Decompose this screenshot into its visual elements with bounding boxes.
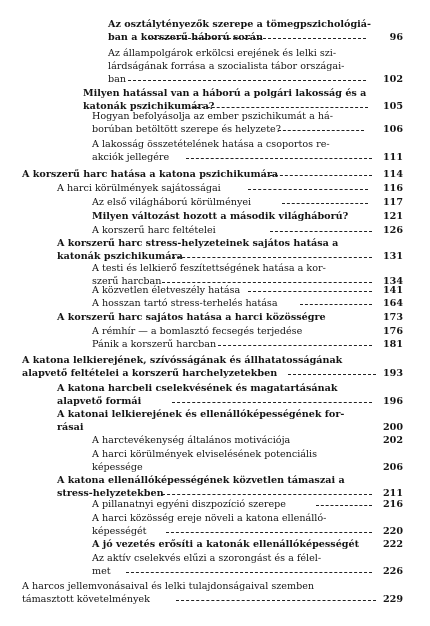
toc-entry-title-line: lárdságának forrása a szocialista tábor országai- [108,61,345,72]
page-number: 121 [382,211,403,222]
toc-entry-title-line: Az állampolgárok erkölcsi erejének és lelki szi- [108,48,337,59]
leader-dashes [172,402,372,403]
leader-dashes [128,80,366,81]
toc-entry [0,450,430,476]
page-number: 102 [382,74,403,85]
page-number: 226 [382,566,403,577]
toc-entry-title-line: Hogyan befolyásolja az ember pszichikumát a há- [92,111,334,122]
toc-entry [0,184,430,197]
page-number: 111 [382,152,403,163]
toc-entry [0,313,430,326]
toc-entry [0,212,430,225]
toc-entry-title-line: A korszerű harc feltételei [92,225,216,236]
toc-entry [0,140,430,166]
toc-entry-title-line: A katona harcbeli cselekvésének és magatartásának [57,383,338,394]
toc-entry-title-line: Pánik a korszerű harcban [92,339,217,350]
toc-entry-title-line: A harci körülmények elviselésének potenciális [92,449,318,460]
toc-entry [0,384,430,410]
page-number: 117 [382,197,403,208]
toc-entry-title-line: A közvetlen életveszély hatása [92,285,241,296]
toc-entry [0,112,430,138]
toc-entry-title-line: A harci körülmények sajátosságai [57,183,221,194]
toc-entry [0,340,430,353]
toc-entry-title-line: képessége [92,462,143,473]
toc-entry-title-line: A harcos jellemvonásaival és lelki tulajdonságaival szemben [22,581,315,592]
toc-entry-title-line: támasztott követelmények [22,594,150,605]
leader-dashes [270,231,372,232]
leader-dashes [316,505,372,506]
page-number: 96 [389,32,403,43]
toc-entry-title-line: Az első világháború körülményei [92,197,252,208]
leader-dashes [176,600,376,601]
page-number: 164 [382,298,403,309]
leader-dashes [218,345,372,346]
page-number: 211 [382,488,403,499]
toc-entry [0,356,430,382]
page-number: 181 [382,339,403,350]
leader-dashes [248,291,372,292]
page-number: 131 [382,251,403,262]
toc-entry-title-line: stress-helyzetekben [57,488,164,499]
toc-entry-title-line: A korszerű harc sajátos hatása a harci közösségre [57,312,326,323]
page-number: 141 [382,285,403,296]
toc-entry-title-line: Milyen változást hozott a második világháború? [92,211,349,222]
page-number: 106 [382,124,403,135]
toc-entry-title-line: képességét [92,526,147,537]
leader-dashes [282,203,368,204]
toc-entry-title-line: A katona lelkierejének, szívósságának és állhatatosságának [22,355,343,366]
toc-entry [0,554,430,580]
page-number: 202 [382,435,403,446]
toc-entry-title-line: A pillanatnyi egyéni diszpozíció szerepe [92,499,286,510]
page-number: 229 [382,594,403,605]
leader-dashes [186,158,372,159]
leader-dashes [270,175,372,176]
toc-entry-title-line: A harctevékenység általános motivációja [92,435,291,446]
toc-entry-title-line: alapvető formái [57,396,142,407]
toc-entry-title-line: A jó vezetés erősíti a katonák ellenállóképességét [92,539,360,550]
leader-dashes [166,532,372,533]
toc-entry [0,514,430,540]
toc-entry-title-line: Az aktív cselekvés elűzi a szorongást és a félel- [92,553,322,564]
page-number: 134 [382,276,403,287]
toc-entry [0,198,430,211]
page-number: 173 [382,312,403,323]
toc-entry-title-line: A rémhír — a bomlasztó fecsegés terjedése [92,326,303,337]
toc-entry-title-line: katonák pszichikumára [57,251,183,262]
toc-entry-title-line: A harci közösség ereje növeli a katona ellenálló- [92,513,327,524]
toc-entry-title-line: A testi és lelkierő feszítettségének hatása a kor- [92,263,326,274]
leader-dashes [288,374,376,375]
toc-entry-title-line: szerű harcban [92,276,162,287]
page-number: 200 [382,422,403,433]
toc-entry-title-line: Az osztálytényezők szerepe a tömegpszichológiá- [108,19,371,30]
toc-entry-title-line: katonák pszichikumára? [83,101,215,112]
page-number: 193 [382,368,403,379]
leader-dashes [278,130,364,131]
toc-entry-title-line: met [92,566,111,577]
toc-entry [0,49,430,88]
page-number: 206 [382,462,403,473]
toc-entry [0,239,430,265]
leader-dashes [192,107,368,108]
leader-dashes [162,282,372,283]
toc-entry-title-line: A lakosság összetételének hatása a csoportos re- [92,139,330,150]
page-number: 176 [382,326,403,337]
page-number: 126 [382,225,403,236]
toc-entry [0,410,430,436]
toc-entry-title-line: alapvető feltételei a korszerű harchelyzetekben [22,368,278,379]
page-number: 220 [382,526,403,537]
toc-entry [0,20,430,46]
toc-entry-title-line: Milyen hatással van a háború a polgári lakosság és a [83,88,367,99]
page-number: 116 [382,183,403,194]
leader-dashes [172,257,372,258]
toc-entry [0,436,430,449]
leader-dashes [248,189,368,190]
page-number: 114 [382,169,403,180]
toc-entry-title-line: ban a korszerű háború során [108,32,263,43]
toc-entry-title-line: A katonai lelkierejének és ellenállóképességének for- [57,409,345,420]
page-number: 196 [382,396,403,407]
toc-entry [0,540,430,553]
leader-dashes [148,38,366,39]
toc-entry [0,582,430,608]
toc-entry [0,299,430,312]
toc-entry [0,500,430,513]
page-number: 105 [382,101,403,112]
page-number: 222 [382,539,403,550]
toc-entry-title-line: A katona ellenállóképességének közvetlen támaszai a [57,475,345,486]
toc-entry-title-line: akciók jellegére [92,152,170,163]
toc-entry-title-line: A korszerű harc stress-helyzeteinek sajátos hatása a [57,238,339,249]
page-number: 216 [382,499,403,510]
toc-entry-title-line: rásai [57,422,84,433]
leader-dashes [126,572,372,573]
leader-dashes [300,304,372,305]
toc-entry-title-line: borúban betöltött szerepe és helyzete? [92,124,281,135]
toc-entry-title-line: A hosszan tartó stress-terhelés hatása [92,298,278,309]
toc-entry [0,170,430,183]
toc-entry-title-line: ban [108,74,127,85]
leader-dashes [162,494,372,495]
toc-entry-title-line: A korszerű harc hatása a katona pszichikumára [22,169,279,180]
